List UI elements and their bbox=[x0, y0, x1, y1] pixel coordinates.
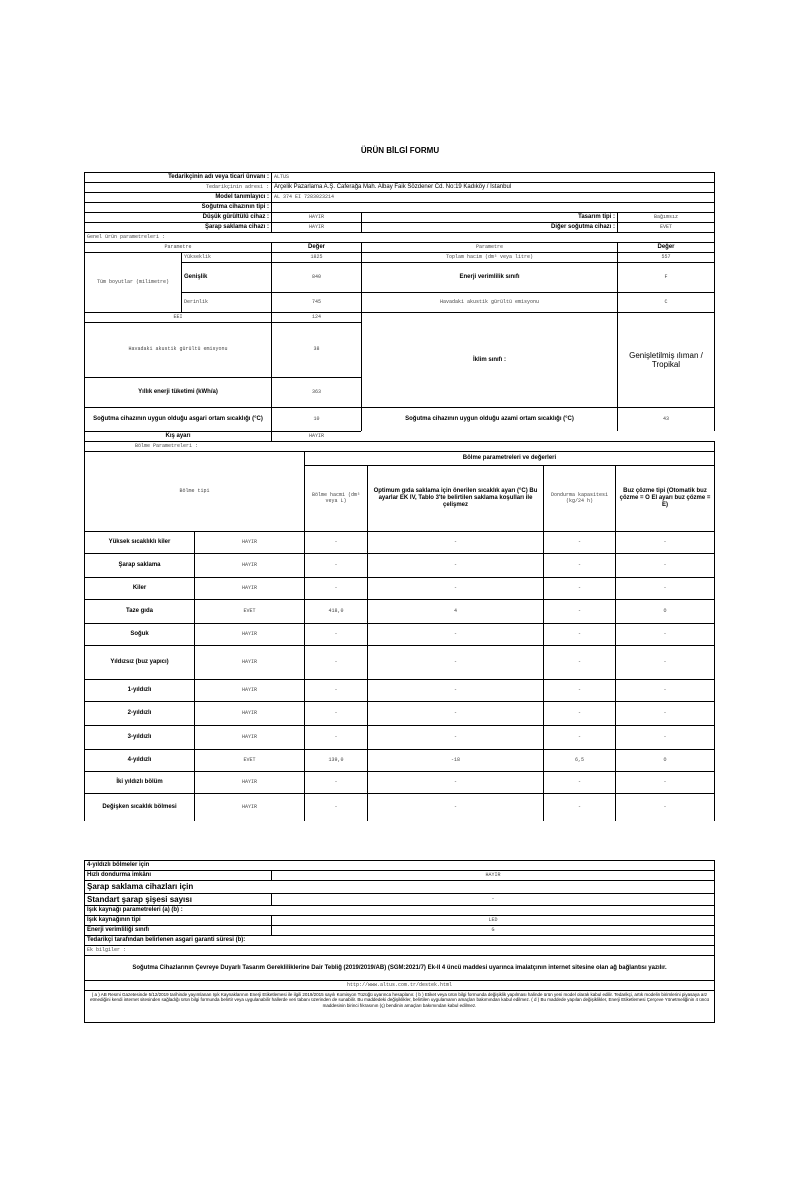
supplier-address-value: Arçelik Pazarlama A.Ş. Caferağa Mah. Albay Faik Sözdener Cd. No:19 Kadıköy / İstanbul bbox=[271, 182, 715, 192]
annual-energy-value: 363 bbox=[271, 377, 361, 407]
compartment-section-label: Bölme Parametreleri : bbox=[84, 441, 715, 451]
website-row bbox=[84, 980, 715, 990]
compartment-row bbox=[84, 701, 715, 725]
max-temp-value: 43 bbox=[617, 407, 715, 431]
fast-freeze-label: Hızlı dondurma imkânı bbox=[84, 870, 271, 880]
model-label: Model tanımlayıcı : bbox=[84, 192, 271, 202]
freezing-header: Dondurma kapasitesi (kg/24 h) bbox=[543, 465, 615, 531]
four-star-section-label: 4-yıldızlı bölmeler için bbox=[84, 860, 715, 870]
energy-class-label: Enerji verimlilik sınıfı bbox=[361, 262, 617, 292]
fast-freeze-value: HAYIR bbox=[271, 870, 715, 880]
light-class-value: G bbox=[271, 925, 715, 935]
noise-db-label: Havadaki akustik gürültü emisyonu bbox=[84, 322, 271, 377]
noise-class-label: Havadaki akustik gürültü emisyonu bbox=[361, 292, 617, 312]
params-header-row bbox=[84, 242, 715, 252]
compartment-row bbox=[84, 749, 715, 771]
light-type-value: LED bbox=[271, 915, 715, 925]
compartment-defrost: - bbox=[615, 577, 715, 599]
website-link[interactable]: http://www.altus.com.tr/destek.html bbox=[84, 980, 715, 990]
compartment-present: HAYIR bbox=[194, 793, 304, 821]
noise-db-value: 38 bbox=[271, 322, 361, 377]
light-class-label: Enerji verimliliği sınıfı bbox=[84, 925, 271, 935]
model-value: AL 374 EI 7283023214 bbox=[271, 192, 715, 202]
compartment-name: 3-yıldızlı bbox=[84, 725, 194, 749]
compartment-present: EVET bbox=[194, 749, 304, 771]
compartment-defrost: - bbox=[615, 771, 715, 793]
compartment-temp: - bbox=[367, 577, 543, 599]
winter-value: HAYIR bbox=[271, 431, 361, 441]
light-class-row bbox=[84, 925, 715, 935]
compartment-freezing: - bbox=[543, 793, 615, 821]
wine-storage-label: Şarap saklama cihazı : bbox=[84, 222, 271, 232]
design-type-label: Tasarım tipi : bbox=[361, 212, 617, 222]
compartment-volume: - bbox=[304, 793, 367, 821]
compartment-group-header: Bölme parametreleri ve değerleri bbox=[304, 451, 715, 465]
supplier-name-label: Tedarikçinin adı veya ticari ünvanı : bbox=[84, 172, 271, 182]
compartment-volume: 418,0 bbox=[304, 599, 367, 623]
compartment-defrost: - bbox=[615, 701, 715, 725]
compartment-present: EVET bbox=[194, 599, 304, 623]
compartment-volume: - bbox=[304, 645, 367, 679]
supplier-address-row bbox=[84, 182, 715, 192]
bottle-count-value: - bbox=[271, 893, 715, 905]
supplier-address-label: Tedarikçinin adresi : bbox=[84, 182, 271, 192]
compartment-present: HAYIR bbox=[194, 701, 304, 725]
eei-label: EEI bbox=[84, 312, 271, 322]
model-row bbox=[84, 192, 715, 202]
total-volume-value: 557 bbox=[617, 252, 715, 262]
compartment-temp: -18 bbox=[367, 749, 543, 771]
bottle-count-row bbox=[84, 893, 715, 905]
regulation-text: Soğutma Cihazlarının Çevreye Duyarlı Tasarım Gerekliliklerine Dair Tebliğ (2019/2019/AB) (SGM:2021/7) Ek-II 4 üncü maddesi uyarınca imalatçının internet sitesine olan ağ bağlantısı yazılır. bbox=[84, 955, 715, 980]
compartment-name: 2-yıldızlı bbox=[84, 701, 194, 725]
compartment-name: Taze gıda bbox=[84, 599, 194, 623]
compartment-defrost: - bbox=[615, 645, 715, 679]
compartment-freezing: 6,5 bbox=[543, 749, 615, 771]
total-volume-label: Toplam hacim (dm³ veya litre) bbox=[361, 252, 617, 262]
compartment-defrost: O bbox=[615, 599, 715, 623]
min-temp-label: Soğutma cihazının uygun olduğu asgari ortam sıcaklığı (°C) bbox=[84, 407, 271, 431]
height-label: Yükseklik bbox=[181, 252, 271, 262]
compartment-temp: - bbox=[367, 793, 543, 821]
light-section-label: Işık kaynağı parametreleri (a) (b) : bbox=[84, 905, 715, 915]
compartment-row bbox=[84, 725, 715, 749]
width-label: Genişlik bbox=[181, 262, 271, 292]
noise-db-row bbox=[84, 322, 715, 377]
compartment-section-row bbox=[84, 441, 715, 451]
compartment-temp: - bbox=[367, 531, 543, 553]
width-row bbox=[84, 262, 715, 292]
compartment-name: Değişken sıcaklık bölmesi bbox=[84, 793, 194, 821]
compartment-temp: - bbox=[367, 701, 543, 725]
energy-class-value: F bbox=[617, 262, 715, 292]
appliance-type-row bbox=[84, 202, 715, 212]
compartment-row bbox=[84, 531, 715, 553]
compartment-temp: - bbox=[367, 771, 543, 793]
max-temp-label: Soğutma cihazının uygun olduğu azami ortam sıcaklığı (°C) bbox=[361, 407, 617, 431]
width-value: 840 bbox=[271, 262, 361, 292]
compartment-defrost: - bbox=[615, 793, 715, 821]
temp-header: Optimum gıda saklama için önerilen sıcaklık ayarı (°C) Bu ayarlar EK IV, Tablo 3'te belirtilen saklama koşulları ile çelişmez bbox=[367, 465, 543, 531]
total-dimensions-label: Tüm boyutlar (milimetre) bbox=[84, 252, 181, 312]
depth-value: 745 bbox=[271, 292, 361, 312]
compartment-present: HAYIR bbox=[194, 725, 304, 749]
compartment-name: 1-yıldızlı bbox=[84, 679, 194, 701]
low-noise-value: HAYIR bbox=[271, 212, 361, 222]
compartment-defrost: - bbox=[615, 679, 715, 701]
compartment-volume: - bbox=[304, 577, 367, 599]
compartment-freezing: - bbox=[543, 645, 615, 679]
compartment-name: Soğuk bbox=[84, 623, 194, 645]
compartment-present: HAYIR bbox=[194, 531, 304, 553]
compartment-defrost: - bbox=[615, 725, 715, 749]
volume-header: Bölme hacmi (dm³ veya L) bbox=[304, 465, 367, 531]
wine-section-row bbox=[84, 880, 715, 893]
value-header-left: Değer bbox=[271, 242, 361, 252]
compartment-defrost: - bbox=[615, 531, 715, 553]
other-cooling-label: Diğer soğutma cihazı : bbox=[361, 222, 617, 232]
depth-row bbox=[84, 292, 715, 312]
compartment-row bbox=[84, 645, 715, 679]
compartment-volume: - bbox=[304, 771, 367, 793]
compartment-volume: - bbox=[304, 623, 367, 645]
warranty-row bbox=[84, 935, 715, 945]
wine-section-label: Şarap saklama cihazları için bbox=[84, 880, 715, 893]
extra-info-row bbox=[84, 945, 715, 955]
height-value: 1825 bbox=[271, 252, 361, 262]
compartment-temp: - bbox=[367, 553, 543, 577]
compartment-defrost: - bbox=[615, 623, 715, 645]
param-header-right: Parametre bbox=[361, 242, 617, 252]
winter-label: Kış ayarı bbox=[84, 431, 271, 441]
compartment-present: HAYIR bbox=[194, 771, 304, 793]
compartment-row bbox=[84, 793, 715, 821]
winter-row bbox=[84, 431, 715, 441]
light-section-row bbox=[84, 905, 715, 915]
compartment-name: Yıldızsız (buz yapıcı) bbox=[84, 645, 194, 679]
compartment-row bbox=[84, 771, 715, 793]
light-type-row bbox=[84, 915, 715, 925]
low-noise-row bbox=[84, 212, 715, 222]
compartment-defrost: - bbox=[615, 553, 715, 577]
supplier-name-row bbox=[84, 172, 715, 182]
wine-storage-row bbox=[84, 222, 715, 232]
noise-class-value: C bbox=[617, 292, 715, 312]
compartment-present: HAYIR bbox=[194, 623, 304, 645]
form-title: ÜRÜN BİLGİ FORMU bbox=[360, 146, 440, 155]
climate-class-label: İklim sınıfı : bbox=[361, 312, 617, 407]
compartment-header bbox=[84, 451, 715, 531]
general-params-label: Genel ürün parametreleri : bbox=[84, 232, 715, 242]
general-params-row bbox=[84, 232, 715, 242]
compartment-freezing: - bbox=[543, 531, 615, 553]
compartment-volume: - bbox=[304, 553, 367, 577]
compartment-name: Kiler bbox=[84, 577, 194, 599]
compartment-row bbox=[84, 623, 715, 645]
compartment-type-header: Bölme tipi bbox=[84, 451, 304, 531]
warranty-label: Tedarikçi tarafından belirlenen asgari garanti süresi (b): bbox=[84, 935, 715, 945]
compartment-volume: 139,0 bbox=[304, 749, 367, 771]
ambient-temp-row bbox=[84, 407, 715, 431]
compartment-row bbox=[84, 679, 715, 701]
low-noise-label: Düşük gürültülü cihaz : bbox=[84, 212, 271, 222]
min-temp-value: 10 bbox=[271, 407, 361, 431]
annual-energy-label: Yıllık enerji tüketimi (kWh/a) bbox=[84, 377, 271, 407]
compartment-freezing: - bbox=[543, 771, 615, 793]
other-cooling-value: EVET bbox=[617, 222, 715, 232]
footnote-text: ( a ) AB Resmi Gazetesinde 5/12/2019 tarihinde yayımlanan Işık Kaynaklarının Enerji Etiketlemesi ile ilgili 2019/2015 sayılı Komisyon Tüzüğü uyarınca hesaplanır. ( b ) Etiket veya ürün bilgi formunda değişiklik yapılması halinde ürün yeni model olarak kabul edilir. Tedarikçi, artık modelin birimlerini piyasaya arz etmediğini kendi internet sitesinden sağladığı ürün bilgi formunda belirtir veya uygulanabilir hallerde veri tabanı üzerinden de sunabilir. Bu maddedeki değişiklikler, belirtilen uygulamanın amaçları bakımından kabul edilmez. ( d ) Bu maddede yapılan değişiklikler, Enerji Etiketlemesi Çerçeve Yönetmeliğinin 4 üncü maddesinin birinci fıkrasının (ç) bendinin amaçları bakımından kabul edilmez. bbox=[84, 990, 715, 1023]
compartment-row bbox=[84, 577, 715, 599]
compartment-volume: - bbox=[304, 725, 367, 749]
bottle-count-label: Standart şarap şişesi sayısı bbox=[84, 893, 271, 905]
compartment-temp: - bbox=[367, 679, 543, 701]
appliance-type-label: Soğutma cihazının tipi : bbox=[84, 202, 271, 212]
compartment-volume: - bbox=[304, 679, 367, 701]
param-header-left: Parametre bbox=[84, 242, 271, 252]
extra-info-label: Ek bilgiler : bbox=[84, 945, 715, 955]
design-type-value: Bağımsız bbox=[617, 212, 715, 222]
compartment-temp: 4 bbox=[367, 599, 543, 623]
compartment-freezing: - bbox=[543, 701, 615, 725]
compartment-present: HAYIR bbox=[194, 553, 304, 577]
fast-freeze-row bbox=[84, 870, 715, 880]
compartment-freezing: - bbox=[543, 725, 615, 749]
compartment-present: HAYIR bbox=[194, 679, 304, 701]
compartment-freezing: - bbox=[543, 623, 615, 645]
compartment-present: HAYIR bbox=[194, 645, 304, 679]
compartment-name: 4-yıldızlı bbox=[84, 749, 194, 771]
compartment-name: İki yıldızlı bölüm bbox=[84, 771, 194, 793]
compartment-name: Yüksek sıcaklıklı kiler bbox=[84, 531, 194, 553]
compartment-freezing: - bbox=[543, 553, 615, 577]
compartment-defrost: O bbox=[615, 749, 715, 771]
compartment-row bbox=[84, 553, 715, 577]
annual-energy-row bbox=[84, 377, 715, 407]
compartment-freezing: - bbox=[543, 599, 615, 623]
depth-label: Derinlik bbox=[181, 292, 271, 312]
compartment-volume: - bbox=[304, 701, 367, 725]
compartment-freezing: - bbox=[543, 679, 615, 701]
defrost-header: Buz çözme tipi (Otomatik buz çözme = O El ayarı buz çözme = E) bbox=[615, 465, 715, 531]
compartment-row bbox=[84, 599, 715, 623]
compartment-volume: - bbox=[304, 531, 367, 553]
wine-storage-value: HAYIR bbox=[271, 222, 361, 232]
height-row bbox=[84, 252, 715, 262]
light-type-label: Işık kaynağının tipi bbox=[84, 915, 271, 925]
regulation-row bbox=[84, 955, 715, 980]
compartment-temp: - bbox=[367, 645, 543, 679]
climate-class-value: Genişletilmiş ılıman / Tropikal bbox=[617, 312, 715, 407]
supplier-name-value: ALTUS bbox=[271, 172, 715, 182]
compartment-name: Şarap saklama bbox=[84, 553, 194, 577]
eei-value: 124 bbox=[271, 312, 361, 322]
footnote-row bbox=[84, 990, 715, 1023]
four-star-section-row bbox=[84, 860, 715, 870]
compartment-temp: - bbox=[367, 725, 543, 749]
value-header-right: Değer bbox=[617, 242, 715, 252]
appliance-type-value bbox=[271, 202, 715, 212]
compartment-present: HAYIR bbox=[194, 577, 304, 599]
compartment-freezing: - bbox=[543, 577, 615, 599]
compartment-temp: - bbox=[367, 623, 543, 645]
